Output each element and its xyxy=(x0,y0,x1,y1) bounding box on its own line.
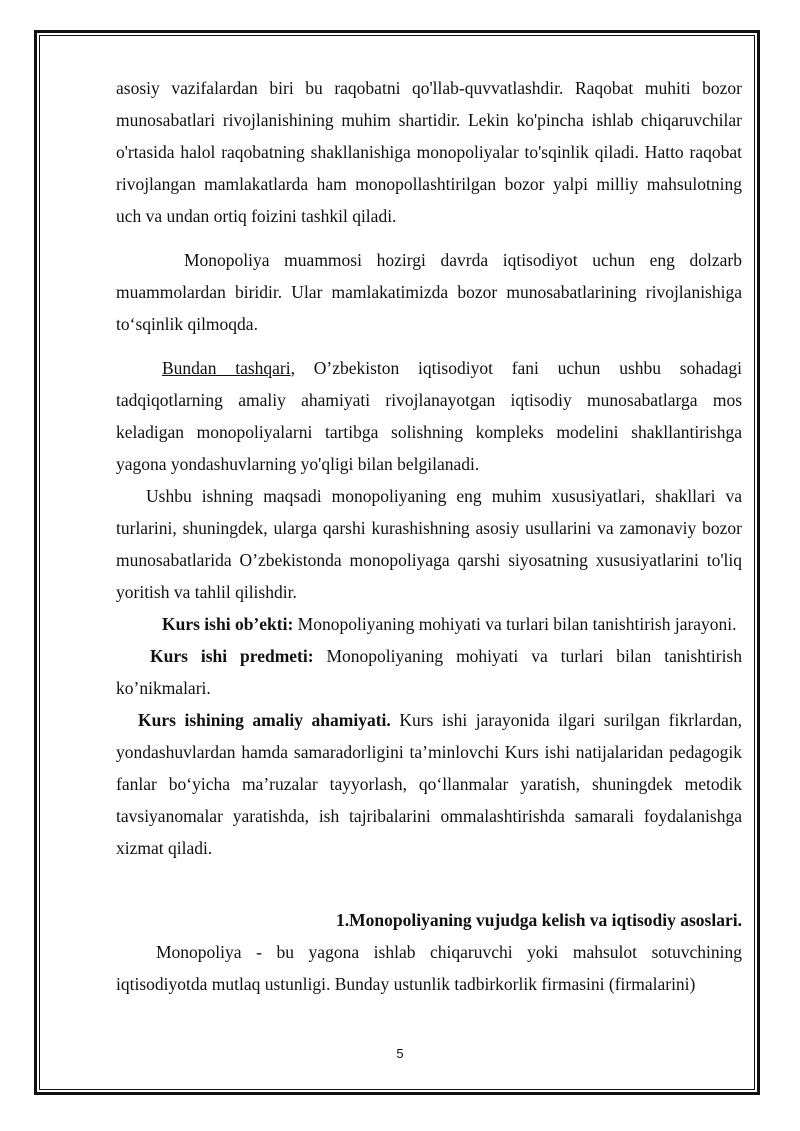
underlined-phrase: Bundan tashqari xyxy=(162,358,291,378)
paragraph-research-relevance xyxy=(116,352,742,480)
paragraph-course-object xyxy=(116,608,742,640)
section-heading: 1.Monopoliyaning vujudga kelish va iqtisodiy asoslari. xyxy=(335,910,742,930)
course-object-label: Kurs ishi ob’ekti: xyxy=(162,614,294,634)
practical-value-text: Kurs ishi jarayonida ilgari surilgan fikrlardan, yondashuvlardan hamda samaradorligini ta’minlovchi Kurs ishi natijalaridan pedagogik fanlar bo‘yicha ma’ruzalar tayyorlash, qo‘llanmalar yaratish, shuningdek metodik tavsiyanomalar yaratishda, ish tajribalarini ommalashtirishda samarali foydalanishga xizmat qiladi. xyxy=(116,710,743,858)
paragraph-practical-value xyxy=(116,704,742,864)
course-object-text: Monopoliyaning mohiyati va turlari bilan tanishtirish jarayoni. xyxy=(293,614,737,634)
practical-value-label: Kurs ishining amaliy ahamiyati. xyxy=(138,710,391,730)
course-subject-text: Monopoliyaning mohiyati va turlari bilan tanishtirish ko’nikmalari. xyxy=(116,646,742,698)
paragraph-text: , O’zbekiston iqtisodiyot fani uchun ushbu sohadagi tadqiqotlarning amaliy ahamiyati rivojlanayotgan iqtisodiy munosabatlarga mos keladigan monopoliyalarni tartibga solishning kompleks modelini shakllantirishga yagona yondashuvlarning yo'qligi bilan belgilanadi. xyxy=(116,358,742,474)
paragraph-monopoly-problem: Monopoliya muammosi hozirgi davrda iqtisodiyot uchun eng dolzarb muammolardan biridir. Ular mamlakatimizda bozor munosabatlarining rivojlanishiga to‘sqinlik qilmoqda. xyxy=(116,250,742,334)
document-body xyxy=(116,72,742,1000)
paragraph-monopoly-definition: Monopoliya - bu yagona ishlab chiqaruvchi yoki mahsulot sotuvchining iqtisodiyotda mutlaq ustunligi. Bunday ustunlik tadbirkorlik firmasini (firmalarini) xyxy=(116,942,742,994)
paragraph-course-subject xyxy=(116,640,742,704)
course-subject-label: Kurs ishi predmeti: xyxy=(150,646,314,666)
paragraph-work-goal: Ushbu ishning maqsadi monopoliyaning eng muhim xususiyatlari, shakllari va turlarini, shuningdek, ularga qarshi kurashishning asosiy usullarini va zamonaviy bozor munosabatlarida O’zbekistonda monopoliyaga qarshi siyosatning xususiyatlarini to'liq yoritish va tahlil qilishdir. xyxy=(116,486,742,602)
paragraph-competition: asosiy vazifalardan biri bu raqobatni qo'llab-quvvatlashdir. Raqobat muhiti bozor munosabatlari rivojlanishining muhim shartidir. Lekin ko'pincha ishlab chiqaruvchilar o'rtasida halol raqobatning shakllanishiga monopoliyalar to'sqinlik qiladi. Hatto raqobat rivojlangan mamlakatlarda ham monopollashtirilgan bozor yalpi milliy mahsulotning uch va undan ortiq foizini tashkil qiladi. xyxy=(116,78,742,226)
page-number: 5 xyxy=(396,1046,404,1061)
